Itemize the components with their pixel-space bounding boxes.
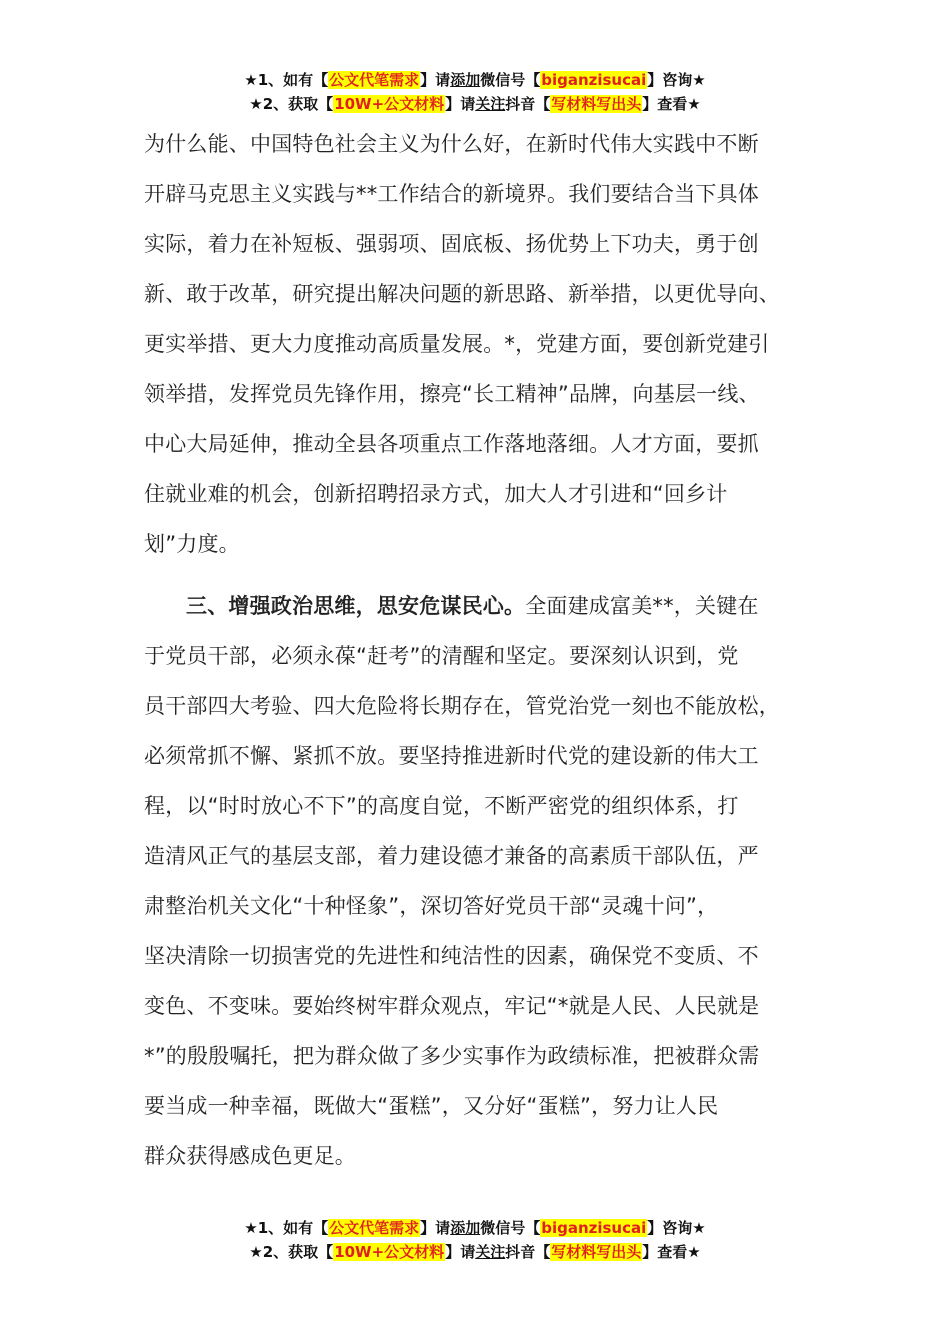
banner-text: 】请 bbox=[420, 1219, 451, 1237]
banner-text: 】查看★ bbox=[642, 95, 701, 113]
paragraph-line: 员干部四大考验、四大危险将长期存在，管党治党一刻也不能放松， bbox=[144, 694, 780, 718]
banner-text: 微信号【 bbox=[480, 1219, 541, 1237]
banner-text: ★2、获取【 bbox=[249, 95, 334, 113]
banner-line-1 bbox=[0, 1216, 950, 1240]
highlight-wechat-id: biganzisucai bbox=[541, 71, 647, 89]
paragraph-line: 肃整治机关文化“十种怪象”，深切答好党员干部“灵魂十问”， bbox=[144, 894, 719, 918]
header-banner bbox=[0, 68, 950, 116]
banner-line-2 bbox=[0, 92, 950, 116]
banner-underlined-text: 关注 bbox=[475, 95, 506, 113]
paragraph-line: 住就业难的机会，创新招聘招录方式，加大人才引进和“回乡计 bbox=[144, 482, 728, 506]
paragraph-2 bbox=[144, 581, 824, 1181]
banner-text: 抖音【 bbox=[505, 95, 551, 113]
section-heading: 三、增强政治思维，思安危谋民心。 bbox=[186, 594, 526, 618]
paragraph-line: 划”力度。 bbox=[144, 532, 240, 556]
paragraph-line: 新、敢于改革，研究提出解决问题的新思路、新举措，以更优导向、 bbox=[144, 282, 780, 306]
paragraph-line: 坚决清除一切损害党的先进性和纯洁性的因素，确保党不变质、不 bbox=[144, 944, 759, 968]
banner-text: 抖音【 bbox=[505, 1243, 551, 1261]
banner-text: ★1、如有【 bbox=[244, 71, 329, 89]
banner-text: ★1、如有【 bbox=[244, 1219, 329, 1237]
banner-text: 】咨询★ bbox=[647, 1219, 706, 1237]
paragraph-1 bbox=[144, 119, 824, 569]
paragraph-line: 实际，着力在补短板、强弱项、固底板、扬优势上下功夫，勇于创 bbox=[144, 232, 759, 256]
paragraph-line: 于党员干部，必须永葆“赶考”的清醒和坚定。要深刻认识到，党 bbox=[144, 644, 739, 668]
paragraph-line: 中心大局延伸，推动全县各项重点工作落地落细。人才方面，要抓 bbox=[144, 432, 759, 456]
paragraph-line: 更实举措、更大力度推动高质量发展。*，党建方面，要创新党建引 bbox=[144, 332, 770, 356]
banner-text: 】查看★ bbox=[642, 1243, 701, 1261]
highlight-douyin-account: 写材料写出头 bbox=[551, 1243, 642, 1261]
paragraph-line: 为什么能、中国特色社会主义为什么好，在新时代伟大实践中不断 bbox=[144, 132, 759, 156]
paragraph-first-line bbox=[144, 581, 824, 631]
banner-underlined-text: 关注 bbox=[475, 1243, 506, 1261]
highlight-materials: 10W+公文材料 bbox=[334, 95, 445, 113]
paragraph-line: 领举措，发挥党员先锋作用，擦亮“长工精神”品牌，向基层一线、 bbox=[144, 382, 760, 406]
banner-line-1 bbox=[0, 68, 950, 92]
highlight-materials: 10W+公文材料 bbox=[334, 1243, 445, 1261]
highlight-douyin-account: 写材料写出头 bbox=[551, 95, 642, 113]
highlight-wechat-id: biganzisucai bbox=[541, 1219, 647, 1237]
banner-line-2 bbox=[0, 1240, 950, 1264]
highlight-service: 公文代笔需求 bbox=[329, 1219, 420, 1237]
paragraph-line: 开辟马克思主义实践与**工作结合的新境界。我们要结合当下具体 bbox=[144, 182, 759, 206]
paragraph-line: 造清风正气的基层支部，着力建设德才兼备的高素质干部队伍，严 bbox=[144, 844, 759, 868]
banner-text: 】请 bbox=[445, 95, 476, 113]
banner-text: ★2、获取【 bbox=[249, 1243, 334, 1261]
paragraph-line: 必须常抓不懈、紧抓不放。要坚持推进新时代党的建设新的伟大工 bbox=[144, 744, 759, 768]
banner-text: 】请 bbox=[420, 71, 451, 89]
banner-text: 】咨询★ bbox=[647, 71, 706, 89]
footer-banner bbox=[0, 1216, 950, 1264]
paragraph-line: 要当成一种幸福，既做大“蛋糕”，又分好“蛋糕”，努力让人民 bbox=[144, 1094, 719, 1118]
paragraph-text: 全面建成富美**，关键在 bbox=[525, 594, 759, 618]
paragraph-line: 变色、不变味。要始终树牢群众观点，牢记“*就是人民、人民就是 bbox=[144, 994, 760, 1018]
paragraph-line: 程，以“时时放心不下”的高度自觉，不断严密党的组织体系，打 bbox=[144, 794, 739, 818]
paragraph-line: *”的殷殷嘱托，把为群众做了多少实事作为政绩标准，把被群众需 bbox=[144, 1044, 760, 1068]
banner-text: 微信号【 bbox=[480, 71, 541, 89]
banner-text: 】请 bbox=[445, 1243, 476, 1261]
banner-underlined-text: 添加 bbox=[450, 1219, 481, 1237]
banner-underlined-text: 添加 bbox=[450, 71, 481, 89]
highlight-service: 公文代笔需求 bbox=[329, 71, 420, 89]
paragraph-line: 群众获得感成色更足。 bbox=[144, 1144, 356, 1168]
